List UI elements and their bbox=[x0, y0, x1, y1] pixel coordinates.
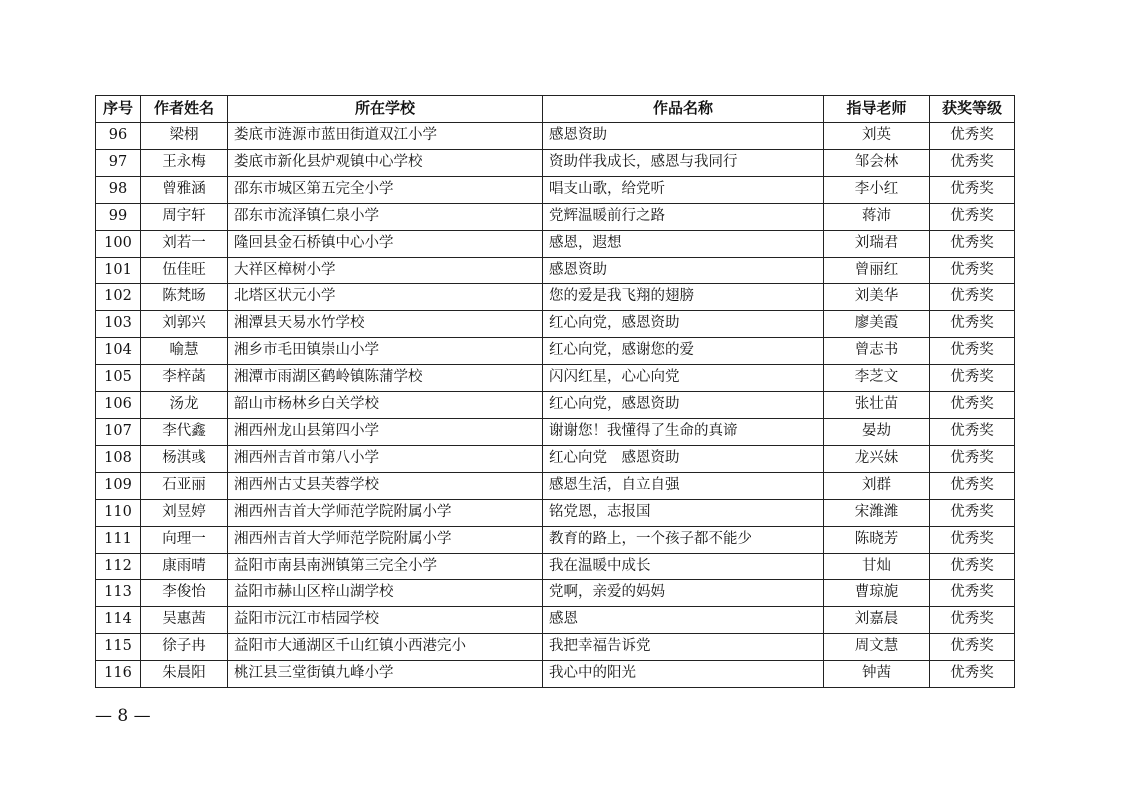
cell-teacher: 李小红 bbox=[824, 176, 930, 203]
cell-serial: 107 bbox=[96, 418, 141, 445]
cell-work-title: 感恩生活，自立自强 bbox=[543, 472, 824, 499]
cell-serial: 110 bbox=[96, 499, 141, 526]
cell-serial: 109 bbox=[96, 472, 141, 499]
table-row bbox=[96, 580, 1015, 607]
cell-teacher: 蒋沛 bbox=[824, 203, 930, 230]
cell-work-title: 红心向党，感谢您的爱 bbox=[543, 338, 824, 365]
page-number: — 8 — bbox=[95, 706, 151, 726]
header-author: 作者姓名 bbox=[141, 96, 228, 123]
cell-work-title: 感恩资助 bbox=[543, 123, 824, 150]
cell-award-level: 优秀奖 bbox=[930, 123, 1015, 150]
cell-school: 隆回县金石桥镇中心小学 bbox=[228, 230, 543, 257]
cell-serial: 98 bbox=[96, 176, 141, 203]
table-row bbox=[96, 311, 1015, 338]
cell-teacher: 刘瑞君 bbox=[824, 230, 930, 257]
cell-school: 邵东市流泽镇仁泉小学 bbox=[228, 203, 543, 230]
table-body bbox=[96, 123, 1015, 688]
table-row bbox=[96, 418, 1015, 445]
cell-work-title: 党啊，亲爱的妈妈 bbox=[543, 580, 824, 607]
cell-award-level: 优秀奖 bbox=[930, 203, 1015, 230]
cell-school: 桃江县三堂街镇九峰小学 bbox=[228, 661, 543, 688]
cell-author: 杨淇彧 bbox=[141, 445, 228, 472]
cell-work-title: 您的爱是我飞翔的翅膀 bbox=[543, 284, 824, 311]
cell-author: 向理一 bbox=[141, 526, 228, 553]
cell-author: 梁栩 bbox=[141, 123, 228, 150]
cell-award-level: 优秀奖 bbox=[930, 257, 1015, 284]
cell-serial: 116 bbox=[96, 661, 141, 688]
cell-school: 益阳市南县南洲镇第三完全小学 bbox=[228, 553, 543, 580]
cell-teacher: 晏劫 bbox=[824, 418, 930, 445]
cell-author: 石亚丽 bbox=[141, 472, 228, 499]
cell-school: 湘乡市毛田镇崇山小学 bbox=[228, 338, 543, 365]
table-row bbox=[96, 472, 1015, 499]
table-row bbox=[96, 553, 1015, 580]
cell-work-title: 红心向党 感恩资助 bbox=[543, 445, 824, 472]
cell-serial: 114 bbox=[96, 607, 141, 634]
cell-award-level: 优秀奖 bbox=[930, 553, 1015, 580]
cell-serial: 105 bbox=[96, 365, 141, 392]
cell-award-level: 优秀奖 bbox=[930, 526, 1015, 553]
cell-school: 湘西州吉首大学师范学院附属小学 bbox=[228, 526, 543, 553]
cell-serial: 97 bbox=[96, 149, 141, 176]
cell-award-level: 优秀奖 bbox=[930, 392, 1015, 419]
cell-award-level: 优秀奖 bbox=[930, 338, 1015, 365]
cell-author: 曾雅涵 bbox=[141, 176, 228, 203]
awards-table bbox=[95, 95, 1015, 688]
table-row bbox=[96, 257, 1015, 284]
cell-award-level: 优秀奖 bbox=[930, 284, 1015, 311]
cell-work-title: 资助伴我成长，感恩与我同行 bbox=[543, 149, 824, 176]
cell-serial: 96 bbox=[96, 123, 141, 150]
cell-serial: 108 bbox=[96, 445, 141, 472]
cell-school: 娄底市新化县炉观镇中心学校 bbox=[228, 149, 543, 176]
cell-school: 湘西州古丈县芙蓉学校 bbox=[228, 472, 543, 499]
header-serial: 序号 bbox=[96, 96, 141, 123]
cell-work-title: 唱支山歌，给党听 bbox=[543, 176, 824, 203]
cell-award-level: 优秀奖 bbox=[930, 365, 1015, 392]
cell-school: 北塔区状元小学 bbox=[228, 284, 543, 311]
cell-teacher: 廖美霞 bbox=[824, 311, 930, 338]
cell-school: 大祥区樟树小学 bbox=[228, 257, 543, 284]
table-row bbox=[96, 230, 1015, 257]
cell-author: 刘郭兴 bbox=[141, 311, 228, 338]
table-row bbox=[96, 176, 1015, 203]
cell-author: 汤龙 bbox=[141, 392, 228, 419]
cell-award-level: 优秀奖 bbox=[930, 176, 1015, 203]
cell-work-title: 我心中的阳光 bbox=[543, 661, 824, 688]
cell-serial: 103 bbox=[96, 311, 141, 338]
cell-serial: 101 bbox=[96, 257, 141, 284]
table-header-row bbox=[96, 96, 1015, 123]
cell-teacher: 陈晓芳 bbox=[824, 526, 930, 553]
cell-school: 邵东市城区第五完全小学 bbox=[228, 176, 543, 203]
table-row bbox=[96, 284, 1015, 311]
cell-teacher: 曾志书 bbox=[824, 338, 930, 365]
cell-serial: 99 bbox=[96, 203, 141, 230]
cell-serial: 115 bbox=[96, 634, 141, 661]
cell-teacher: 刘群 bbox=[824, 472, 930, 499]
cell-teacher: 邹会林 bbox=[824, 149, 930, 176]
cell-school: 益阳市赫山区梓山湖学校 bbox=[228, 580, 543, 607]
cell-teacher: 刘嘉晨 bbox=[824, 607, 930, 634]
cell-teacher: 甘灿 bbox=[824, 553, 930, 580]
cell-school: 湘西州龙山县第四小学 bbox=[228, 418, 543, 445]
cell-author: 陈梵旸 bbox=[141, 284, 228, 311]
cell-school: 湘潭县天易水竹学校 bbox=[228, 311, 543, 338]
cell-author: 刘昱婷 bbox=[141, 499, 228, 526]
cell-serial: 112 bbox=[96, 553, 141, 580]
table-row bbox=[96, 607, 1015, 634]
table-row bbox=[96, 634, 1015, 661]
cell-author: 周宇轩 bbox=[141, 203, 228, 230]
table-row bbox=[96, 149, 1015, 176]
cell-author: 徐子冉 bbox=[141, 634, 228, 661]
cell-school: 韶山市杨林乡白关学校 bbox=[228, 392, 543, 419]
cell-work-title: 感恩，遐想 bbox=[543, 230, 824, 257]
cell-award-level: 优秀奖 bbox=[930, 472, 1015, 499]
cell-award-level: 优秀奖 bbox=[930, 634, 1015, 661]
table-row bbox=[96, 392, 1015, 419]
cell-serial: 113 bbox=[96, 580, 141, 607]
cell-teacher: 宋潍潍 bbox=[824, 499, 930, 526]
cell-award-level: 优秀奖 bbox=[930, 311, 1015, 338]
cell-award-level: 优秀奖 bbox=[930, 230, 1015, 257]
cell-work-title: 谢谢您！我懂得了生命的真谛 bbox=[543, 418, 824, 445]
cell-award-level: 优秀奖 bbox=[930, 418, 1015, 445]
table-row bbox=[96, 445, 1015, 472]
cell-award-level: 优秀奖 bbox=[930, 661, 1015, 688]
cell-author: 伍佳旺 bbox=[141, 257, 228, 284]
cell-teacher: 曾丽红 bbox=[824, 257, 930, 284]
table-row bbox=[96, 499, 1015, 526]
cell-work-title: 党辉温暖前行之路 bbox=[543, 203, 824, 230]
cell-school: 益阳市大通湖区千山红镇小西港完小 bbox=[228, 634, 543, 661]
cell-teacher: 钟茜 bbox=[824, 661, 930, 688]
cell-school: 湘西州吉首市第八小学 bbox=[228, 445, 543, 472]
cell-work-title: 我在温暖中成长 bbox=[543, 553, 824, 580]
cell-author: 吴惠茜 bbox=[141, 607, 228, 634]
cell-work-title: 教育的路上，一个孩子都不能少 bbox=[543, 526, 824, 553]
cell-work-title: 感恩 bbox=[543, 607, 824, 634]
cell-serial: 111 bbox=[96, 526, 141, 553]
cell-serial: 100 bbox=[96, 230, 141, 257]
header-award-level: 获奖等级 bbox=[930, 96, 1015, 123]
cell-award-level: 优秀奖 bbox=[930, 149, 1015, 176]
header-work-title: 作品名称 bbox=[543, 96, 824, 123]
cell-author: 李代鑫 bbox=[141, 418, 228, 445]
cell-serial: 102 bbox=[96, 284, 141, 311]
cell-teacher: 周文慧 bbox=[824, 634, 930, 661]
cell-teacher: 曹琼旎 bbox=[824, 580, 930, 607]
cell-author: 李梓菡 bbox=[141, 365, 228, 392]
cell-serial: 106 bbox=[96, 392, 141, 419]
table-row bbox=[96, 526, 1015, 553]
table-row bbox=[96, 661, 1015, 688]
table-row bbox=[96, 203, 1015, 230]
cell-school: 娄底市涟源市蓝田街道双江小学 bbox=[228, 123, 543, 150]
cell-award-level: 优秀奖 bbox=[930, 607, 1015, 634]
cell-school: 益阳市沅江市桔园学校 bbox=[228, 607, 543, 634]
cell-school: 湘潭市雨湖区鹤岭镇陈蒲学校 bbox=[228, 365, 543, 392]
cell-award-level: 优秀奖 bbox=[930, 580, 1015, 607]
cell-serial: 104 bbox=[96, 338, 141, 365]
table-row bbox=[96, 338, 1015, 365]
cell-teacher: 张壮苗 bbox=[824, 392, 930, 419]
cell-teacher: 李芝文 bbox=[824, 365, 930, 392]
cell-author: 康雨晴 bbox=[141, 553, 228, 580]
cell-work-title: 红心向党，感恩资助 bbox=[543, 311, 824, 338]
cell-author: 喻慧 bbox=[141, 338, 228, 365]
table-row bbox=[96, 365, 1015, 392]
cell-work-title: 铭党恩，志报国 bbox=[543, 499, 824, 526]
cell-work-title: 闪闪红星，心心向党 bbox=[543, 365, 824, 392]
cell-teacher: 刘英 bbox=[824, 123, 930, 150]
cell-work-title: 红心向党，感恩资助 bbox=[543, 392, 824, 419]
cell-author: 朱晨阳 bbox=[141, 661, 228, 688]
cell-teacher: 龙兴妹 bbox=[824, 445, 930, 472]
header-school: 所在学校 bbox=[228, 96, 543, 123]
cell-author: 李俊怡 bbox=[141, 580, 228, 607]
cell-work-title: 感恩资助 bbox=[543, 257, 824, 284]
cell-school: 湘西州吉首大学师范学院附属小学 bbox=[228, 499, 543, 526]
cell-work-title: 我把幸福告诉党 bbox=[543, 634, 824, 661]
cell-award-level: 优秀奖 bbox=[930, 445, 1015, 472]
cell-teacher: 刘美华 bbox=[824, 284, 930, 311]
header-teacher: 指导老师 bbox=[824, 96, 930, 123]
cell-author: 王永梅 bbox=[141, 149, 228, 176]
cell-author: 刘若一 bbox=[141, 230, 228, 257]
table-row bbox=[96, 123, 1015, 150]
cell-award-level: 优秀奖 bbox=[930, 499, 1015, 526]
